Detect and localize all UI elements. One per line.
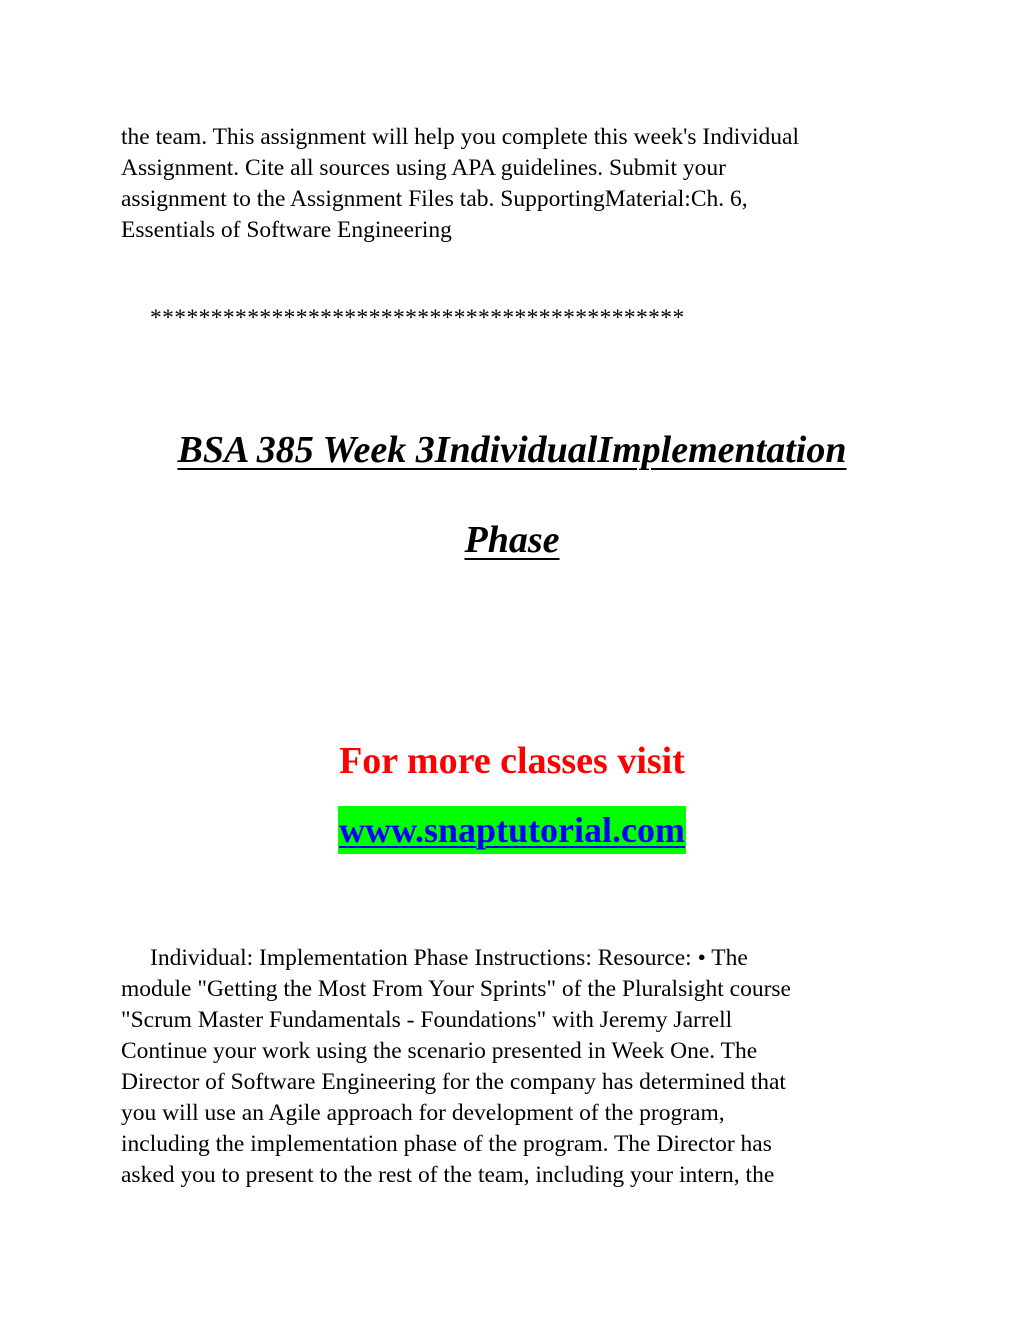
intro-line: Assignment. Cite all sources using APA guidelines. Submit your — [121, 155, 726, 181]
promo-visit-text: For more classes visit — [339, 740, 685, 782]
intro-line: the team. This assignment will help you complete this week's Individual — [121, 124, 800, 150]
snaptutorial-link[interactable]: www.snaptutorial.com — [338, 806, 686, 854]
instructions-line: Individual: Implementation Phase Instructions: Resource: • The — [150, 945, 748, 971]
intro-paragraph — [121, 122, 911, 246]
asterisk-separator: ******************************************** — [150, 305, 685, 331]
promo-link-container — [0, 806, 1024, 854]
instructions-line: you will use an Agile approach for development of the program, — [121, 1100, 725, 1126]
intro-line: Essentials of Software Engineering — [121, 217, 452, 243]
instructions-line: Director of Software Engineering for the company has determined that — [121, 1069, 786, 1095]
instructions-line: asked you to present to the rest of the team, including your intern, the — [121, 1162, 775, 1188]
instructions-line: module "Getting the Most From Your Sprints" of the Pluralsight course — [121, 976, 791, 1002]
instructions-paragraph — [121, 943, 911, 1191]
intro-line: assignment to the Assignment Files tab. SupportingMaterial:Ch. 6, — [121, 186, 748, 212]
instructions-line: including the implementation phase of the program. The Director has — [121, 1131, 772, 1157]
document-title-line-1: BSA 385 Week 3IndividualImplementation — [177, 429, 847, 471]
instructions-line: "Scrum Master Fundamentals - Foundations" with Jeremy Jarrell — [121, 1007, 733, 1033]
instructions-line: Continue your work using the scenario presented in Week One. The — [121, 1038, 758, 1064]
document-title-line-2: Phase — [464, 519, 560, 561]
